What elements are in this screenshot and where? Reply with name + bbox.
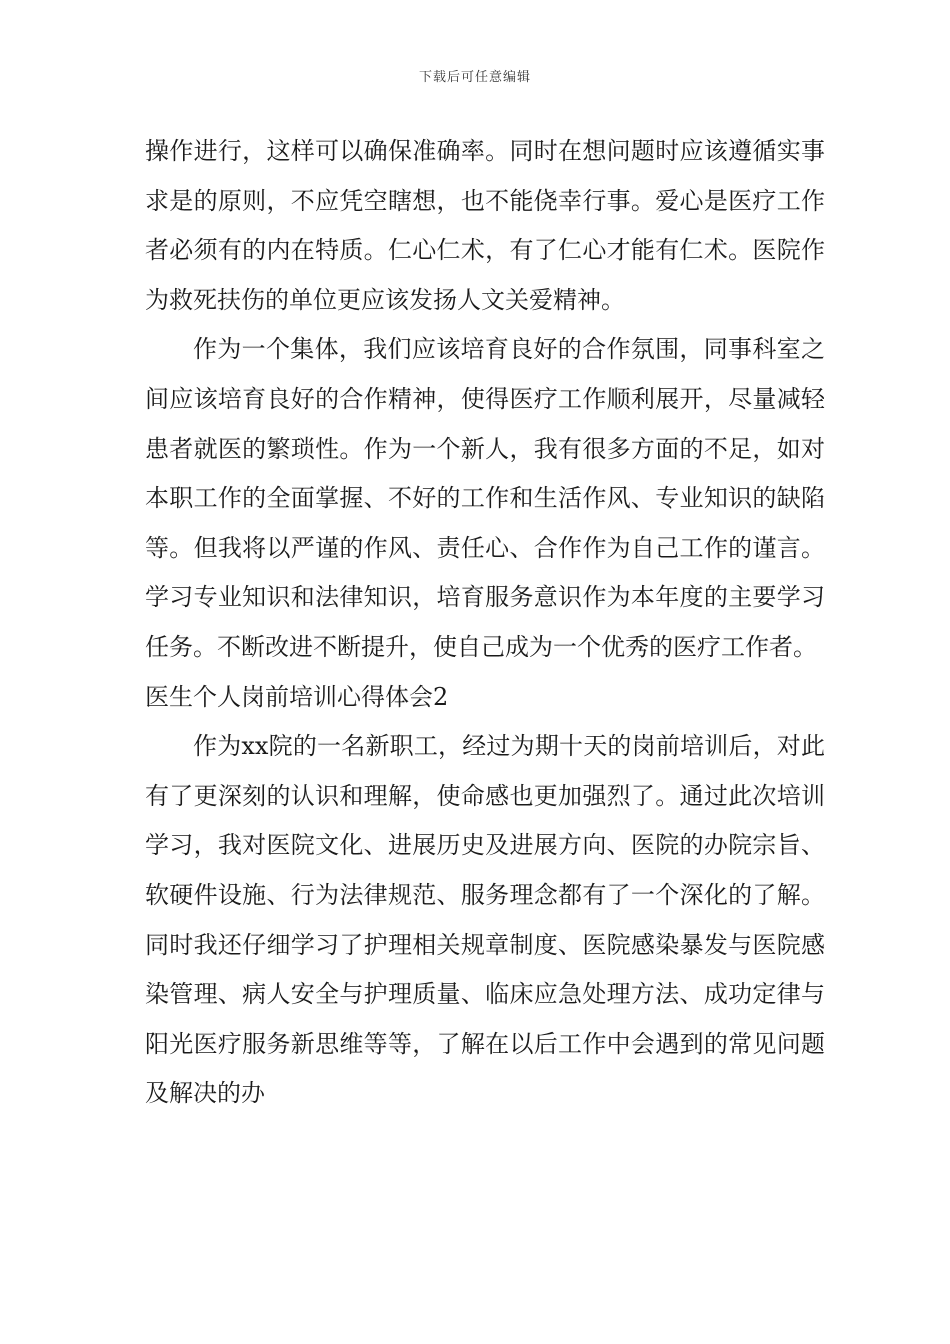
page-header: 下载后可任意编辑 [418, 70, 531, 85]
document-body [145, 127, 825, 1119]
section-heading: 医生个人岗前培训心得体会2 [145, 682, 449, 711]
paragraph-3: 作为xx院的一名新职工，经过为期十天的岗前培训后，对此有了更深刻的认识和理解，使命感也更加强烈了。通过此次培训学习，我对医院文化、进展历史及进展方向、医院的办院宗旨、软硬件设施、行为法律规范、服务理念都有了一个深化的了解。同时我还仔细学习了护理相关规章制度、医院感染暴发与医院感染管理、病人安全与护理质量、临床应急处理方法、成功定律与阳光医疗服务新思维等等，了解在以后工作中会遇到的常见问题及解决的办 [145, 732, 825, 1108]
paragraph-2: 作为一个集体，我们应该培育良好的合作氛围，同事科室之间应该培育良好的合作精神，使得医疗工作顺利展开，尽量减轻患者就医的繁琐性。作为一个新人，我有很多方面的不足，如对本职工作的全面掌握、不好的工作和生活作风、专业知识的缺陷等。但我将以严谨的作风、责任心、合作作为自己工作的谨言。学习专业知识和法律知识，培育服务意识作为本年度的主要学习任务。不断改进不断提升，使自己成为一个优秀的医疗工作者。 [145, 335, 825, 661]
paragraph-1: 操作进行，这样可以确保准确率。同时在想问题时应该遵循实事求是的原则，不应凭空瞎想，也不能侥幸行事。爱心是医疗工作者必须有的内在特质。仁心仁术，有了仁心才能有仁术。医院作为救死扶伤的单位更应该发扬人文关爱精神。 [145, 137, 825, 314]
